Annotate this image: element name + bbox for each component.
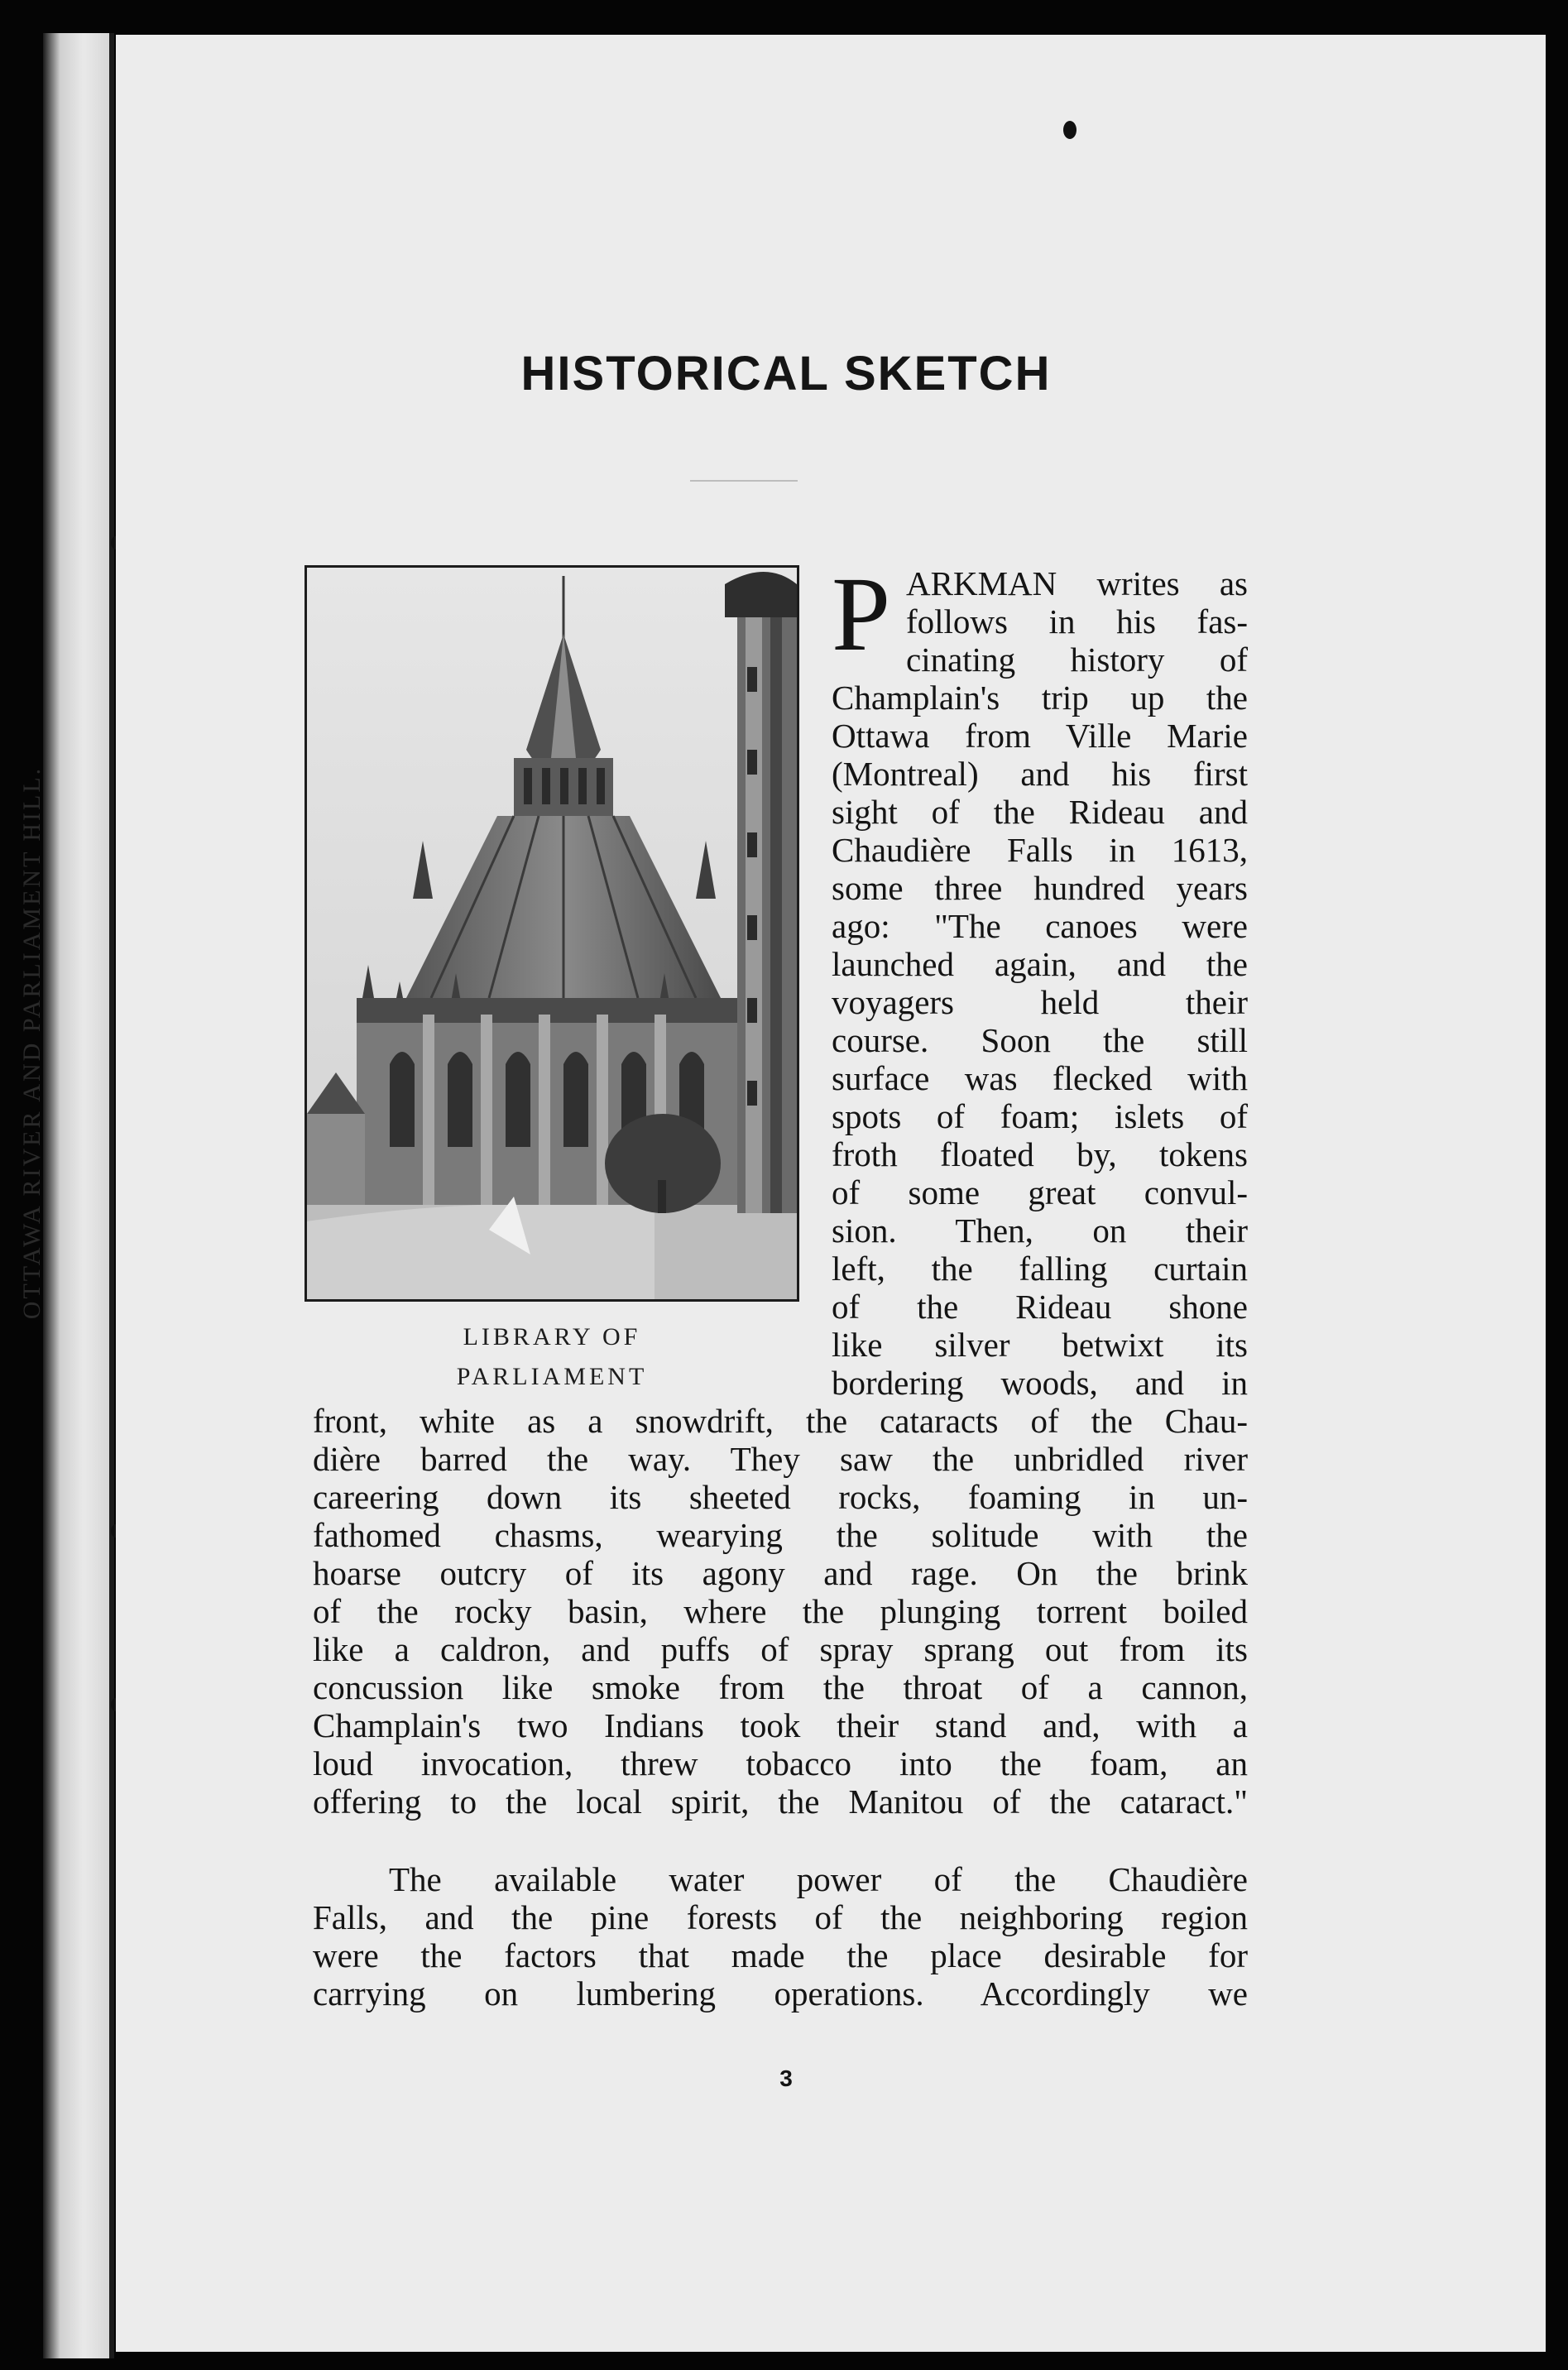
- text-line: of some great convul-: [832, 1173, 1248, 1211]
- figure-caption-line1: LIBRARY OF: [463, 1323, 641, 1351]
- text-line: left, the falling curtain: [832, 1250, 1248, 1288]
- text-line: Falls, and the pine forests of the neighboring region: [313, 1898, 1248, 1936]
- text-line: Champlain's two Indians took their stand and, with a: [313, 1706, 1248, 1744]
- text-line: offering to the local spirit, the Manitou of the cataract.": [313, 1782, 1248, 1821]
- text-line: dière barred the way. They saw the unbridled river: [313, 1440, 1248, 1478]
- figure-caption-line2: PARLIAMENT: [456, 1363, 648, 1390]
- text-line: hoarse outcry of its agony and rage. On the brink: [313, 1554, 1248, 1592]
- text-line: surface was flecked with: [832, 1059, 1248, 1097]
- text-line: voyagers held their: [832, 983, 1248, 1021]
- text-line: (Montreal) and his first: [832, 755, 1248, 793]
- text-line: Ottawa from Ville Marie: [832, 717, 1248, 755]
- text-line: carrying on lumbering operations. Accordingly we: [313, 1974, 1248, 2013]
- text-line: front, white as a snowdrift, the cataracts of the Chau-: [313, 1402, 1248, 1440]
- text-line: concussion like smoke from the throat of a cannon,: [313, 1668, 1248, 1706]
- page-title: HISTORICAL SKETCH: [520, 347, 1052, 401]
- text-line: ARKMAN writes as: [906, 564, 1248, 602]
- text-line: Champlain's trip up the: [832, 679, 1248, 717]
- text-line: launched again, and the: [832, 945, 1248, 983]
- page-number: 3: [779, 2065, 793, 2091]
- text-line: froth floated by, tokens: [832, 1135, 1248, 1173]
- spine-running-head: OTTAWA RIVER AND PARLIAMENT HILL.: [18, 765, 46, 1320]
- text-line: like silver betwixt its: [832, 1326, 1248, 1364]
- text-line: bordering woods, and in: [832, 1364, 1248, 1402]
- drop-cap: P: [832, 555, 891, 673]
- ink-spot: [1063, 121, 1077, 139]
- text-line: fathomed chasms, wearying the solitude with the: [313, 1516, 1248, 1554]
- text-line: course. Soon the still: [832, 1021, 1248, 1059]
- text-line: The available water power of the Chaudière: [389, 1860, 1248, 1898]
- text-line: cinating history of: [906, 640, 1248, 679]
- text-line: follows in his fas-: [906, 602, 1248, 640]
- text-line: of the rocky basin, where the plunging torrent boiled: [313, 1592, 1248, 1630]
- title-rule: [690, 480, 798, 482]
- text-line: some three hundred years: [832, 869, 1248, 907]
- text-line: of the Rideau shone: [832, 1288, 1248, 1326]
- text-line: sion. Then, on their: [832, 1211, 1248, 1250]
- text-line: careering down its sheeted rocks, foaming in un-: [313, 1478, 1248, 1516]
- text-line: spots of foam; islets of: [832, 1097, 1248, 1135]
- text-line: loud invocation, threw tobacco into the foam, an: [313, 1744, 1248, 1782]
- text-line: were the factors that made the place desirable for: [313, 1936, 1248, 1974]
- library-of-parliament-photo: [304, 565, 799, 1302]
- text-line: sight of the Rideau and: [832, 793, 1248, 831]
- text-line: like a caldron, and puffs of spray sprang out from its: [313, 1630, 1248, 1668]
- text-line: Chaudière Falls in 1613,: [832, 831, 1248, 869]
- text-line: ago: "The canoes were: [832, 907, 1248, 945]
